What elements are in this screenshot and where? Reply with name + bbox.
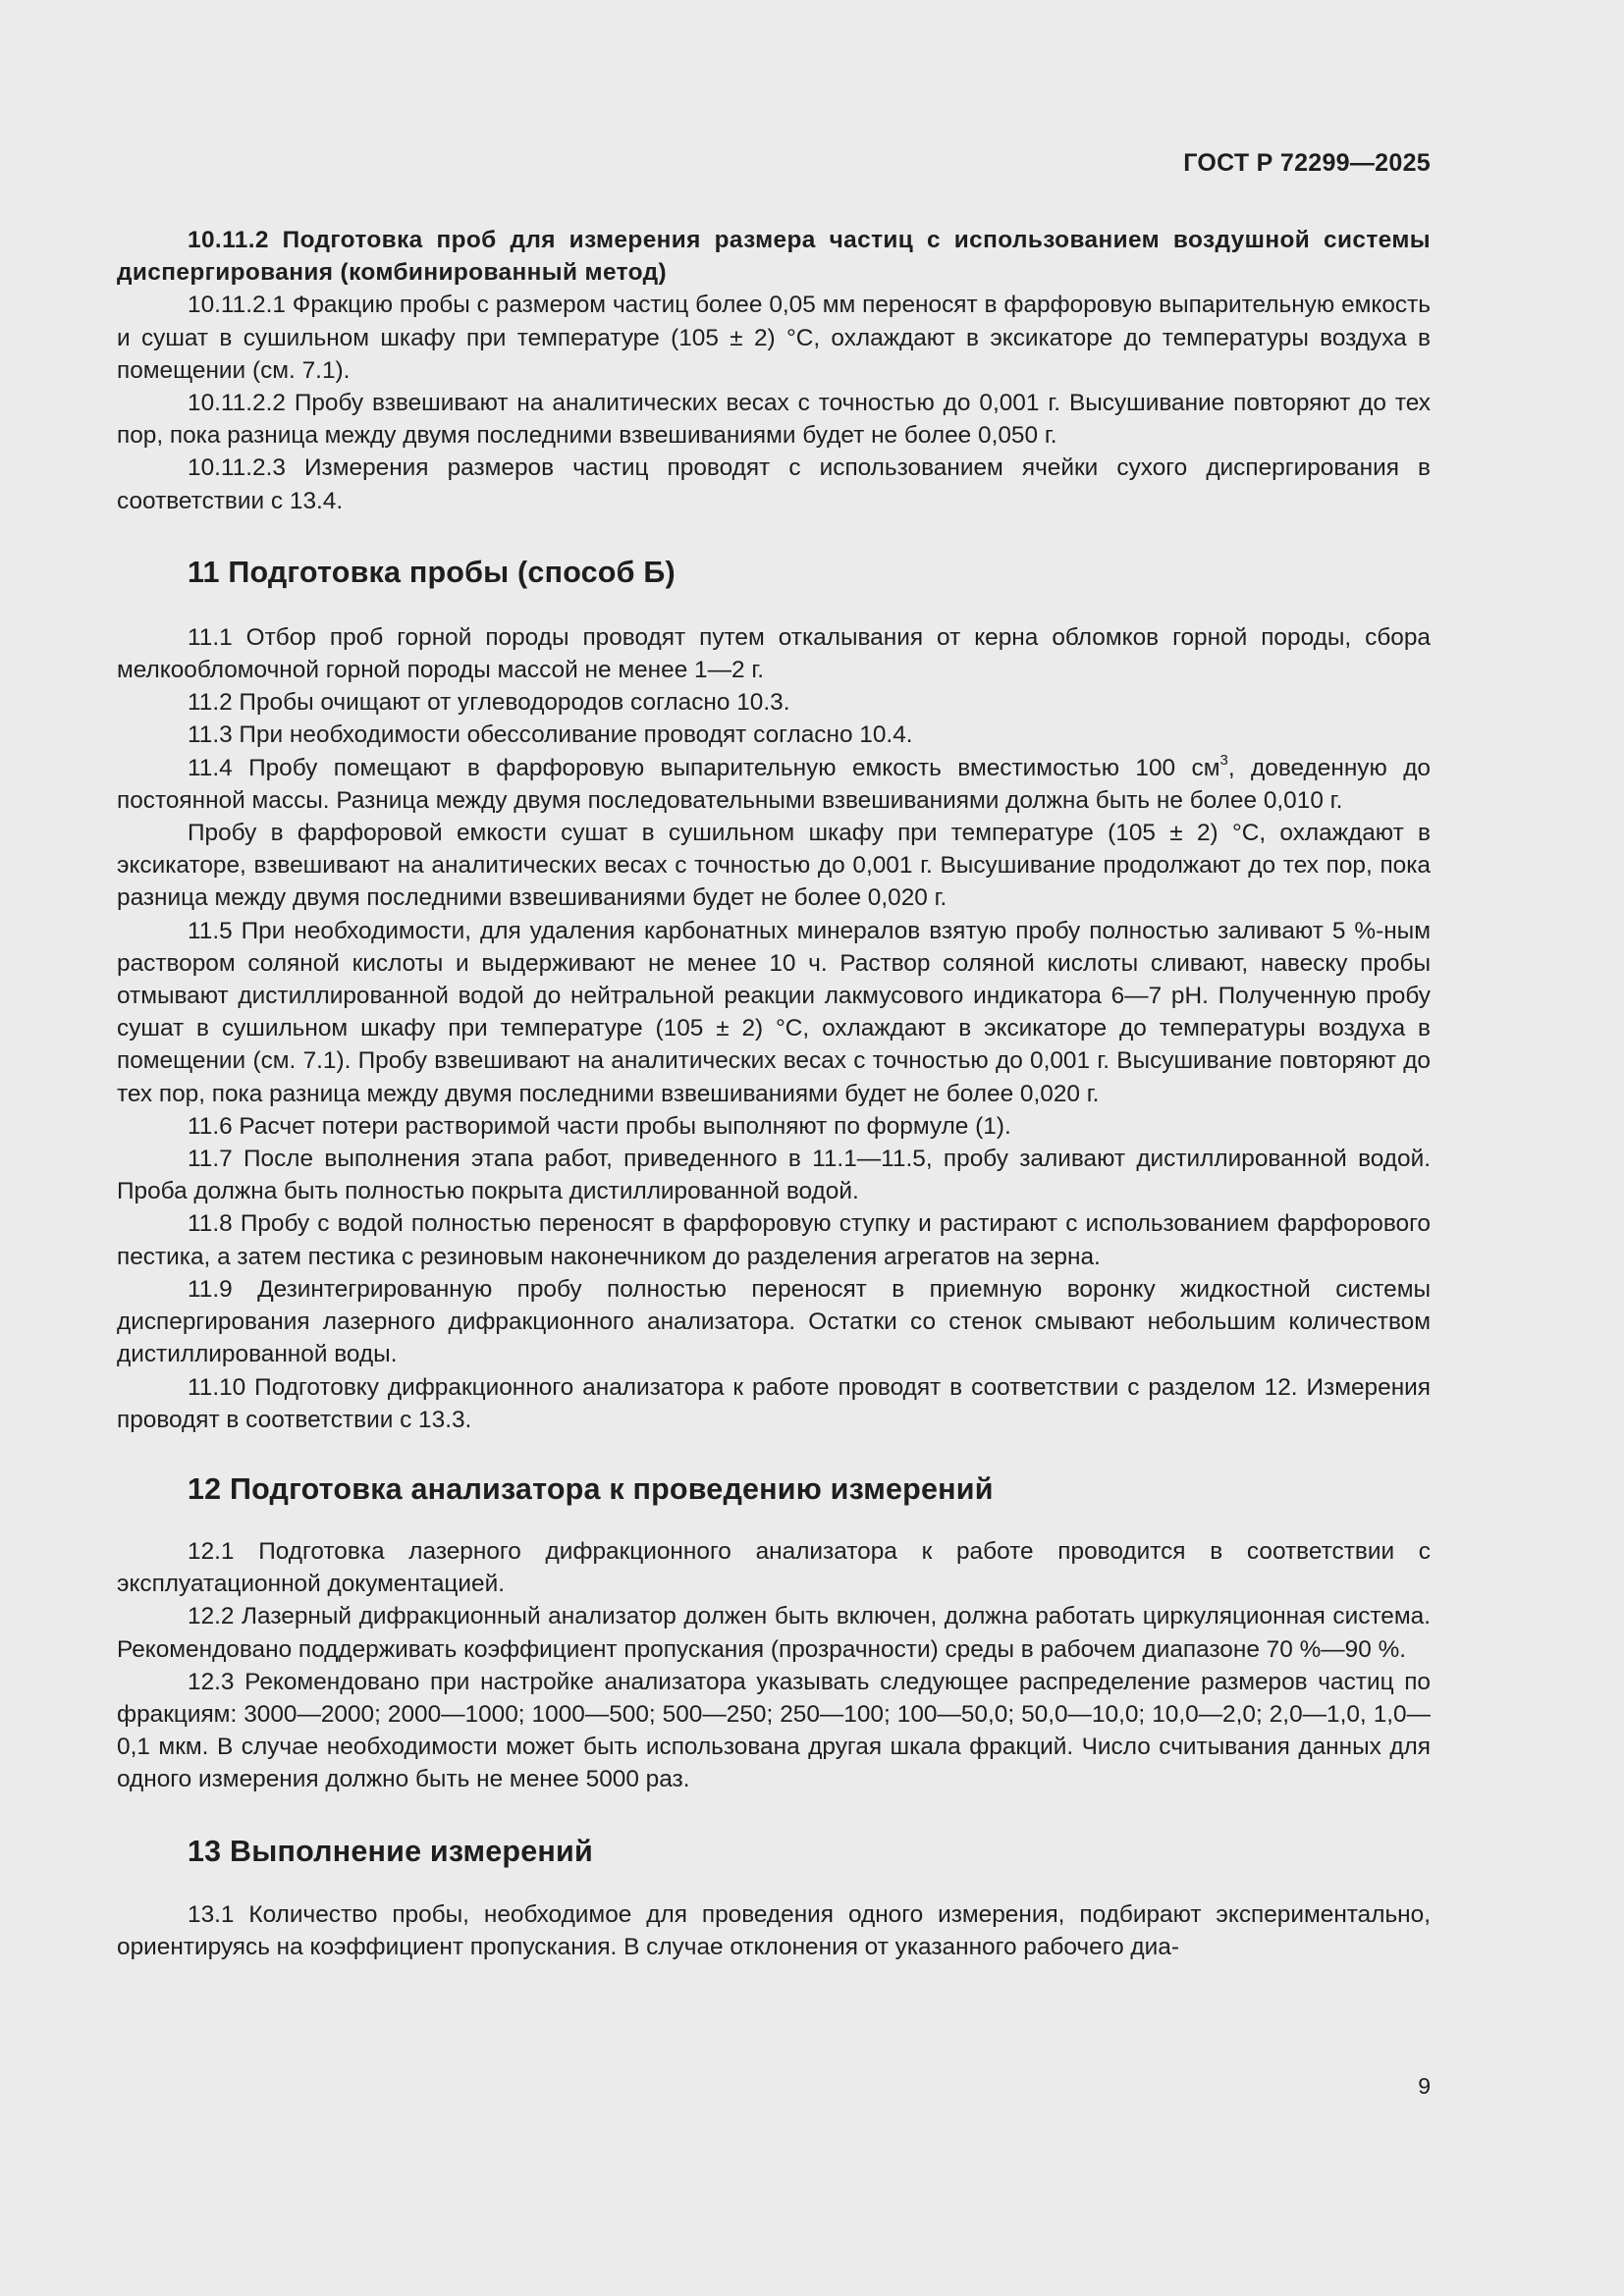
- page-number: 9: [1418, 2073, 1431, 2099]
- paragraph-11-4: [117, 752, 1431, 817]
- section-heading-13: 13 Выполнение измерений: [188, 1834, 593, 1868]
- paragraph-10-11-2-2: 10.11.2.2 Пробу взвешивают на аналитических весах с точностью до 0,001 г. Высушивание повторяют до тех пор, пока разница между двумя последними взвешиваниями будет не более 0,050 г.: [117, 390, 1431, 450]
- section-heading-11: 11 Подготовка пробы (способ Б): [188, 555, 676, 589]
- paragraph-11-6: 11.6 Расчет потери растворимой части пробы выполняют по формуле (1).: [188, 1112, 1011, 1140]
- paragraph-11-9: 11.9 Дезинтегрированную пробу полностью переносят в приемную воронку жидкостной системы диспергирования лазерного дифракционного анализатора. Остатки со стенок смывают небольшим количеством дистиллированной воды.: [117, 1275, 1431, 1368]
- superscript-3: 3: [1219, 751, 1228, 769]
- paragraph-11-7: 11.7 После выполнения этапа работ, приведенного в 11.1—11.5, пробу заливают дистиллированной водой. Проба должна быть полностью покрыта дистиллированной водой.: [117, 1146, 1431, 1205]
- paragraph-12-3: 12.3 Рекомендовано при настройке анализатора указывать следующее распределение размеров частиц по фракциям: 3000—2000; 2000—1000; 1000—500; 500—250; 250—100; 100—50,0; 50,0—10,0; 10,0—2,0; 2,0—1,0, 1,0—0,1 мкм. В случае необходимости может быть использована другая шкала фракций. Число считывания данных для одного измерения должно быть не менее 5000 раз.: [117, 1668, 1431, 1793]
- document-code: ГОСТ Р 72299—2025: [1183, 149, 1431, 177]
- page-content: [117, 224, 1431, 1963]
- paragraph-11-3: 11.3 При необходимости обессоливание проводят согласно 10.4.: [188, 721, 913, 749]
- paragraph-13-1: 13.1 Количество пробы, необходимое для проведения одного измерения, подбирают экспериментально, ориентируясь на коэффициент пропускания. В случае отклонения от указанного рабочего диа-: [117, 1900, 1431, 1960]
- subsection-title-10-11-2: 10.11.2 Подготовка проб для измерения размера частиц с использованием воздушной системы диспергирования (комбинированный метод): [117, 227, 1431, 287]
- paragraph-11-1: 11.1 Отбор проб горной породы проводят путем откалывания от керна обломков горной породы, сбора мелкообломочной горной породы массой не менее 1—2 г.: [117, 623, 1431, 684]
- paragraph-11-8: 11.8 Пробу с водой полностью переносят в фарфоровую ступку и растирают с использованием фарфорового пестика, а затем пестика с резиновым наконечником до разделения агрегатов на зерна.: [117, 1210, 1431, 1270]
- paragraph-11-2: 11.2 Пробы очищают от углеводородов согласно 10.3.: [188, 689, 790, 717]
- paragraph-10-11-2-1: 10.11.2.1 Фракцию пробы с размером частиц более 0,05 мм переносят в фарфоровую выпарительную емкость и сушат в сушильном шкафу при температуре (105 ± 2) °С, охлаждают в эксикаторе до температуры воздуха в помещении (см. 7.1).: [117, 292, 1431, 384]
- paragraph-11-4-start: 11.4 Пробу помещают в фарфоровую выпарительную емкость вместимостью 100 см: [188, 754, 1220, 781]
- paragraph-12-2: 12.2 Лазерный дифракционный анализатор должен быть включен, должна работать циркуляционная система. Рекомендовано поддерживать коэффициент пропускания (прозрачности) среды в рабочем диапазоне 70 %—90 %.: [117, 1603, 1431, 1663]
- paragraph-11-4-continued: Пробу в фарфоровой емкости сушат в сушильном шкафу при температуре (105 ± 2) °С, охлаждают в эксикаторе, взвешивают на аналитических весах с точностью до 0,001 г. Высушивание продолжают до тех пор, пока разница между двумя последними взвешиваниями будет не более 0,020 г.: [117, 820, 1431, 912]
- paragraph-10-11-2-3: 10.11.2.3 Измерения размеров частиц проводят с использованием ячейки сухого диспергирования в соответствии с 13.4.: [117, 454, 1431, 514]
- paragraph-11-4-end: , доведенную до постоянной массы. Разница между двумя последовательными взвешиваниями должна быть не более 0,010 г.: [117, 754, 1431, 814]
- section-heading-12: 12 Подготовка анализатора к проведению измерений: [188, 1471, 994, 1506]
- paragraph-11-10: 11.10 Подготовку дифракционного анализатора к работе проводят в соответствии с разделом 12. Измерения проводят в соответствии с 13.3.: [117, 1373, 1431, 1433]
- paragraph-11-5: 11.5 При необходимости, для удаления карбонатных минералов взятую пробу полностью заливают 5 %-ным раствором соляной кислоты и выдерживают не менее 10 ч. Раствор соляной кислоты сливают, навеску пробы отмывают дистиллированной водой до нейтральной реакции лакмусового индикатора 6—7 рН. Полученную пробу сушат в сушильном шкафу при температуре (105 ± 2) °С, охлаждают в эксикаторе до температуры воздуха в помещении (см. 7.1). Пробу взвешивают на аналитических весах с точностью до 0,001 г. Высушивание повторяют до тех пор, пока разница между двумя последними взвешиваниями будет не более 0,020 г.: [117, 917, 1431, 1107]
- paragraph-12-1: 12.1 Подготовка лазерного дифракционного анализатора к работе проводится в соответствии с эксплуатационной документацией.: [117, 1537, 1431, 1598]
